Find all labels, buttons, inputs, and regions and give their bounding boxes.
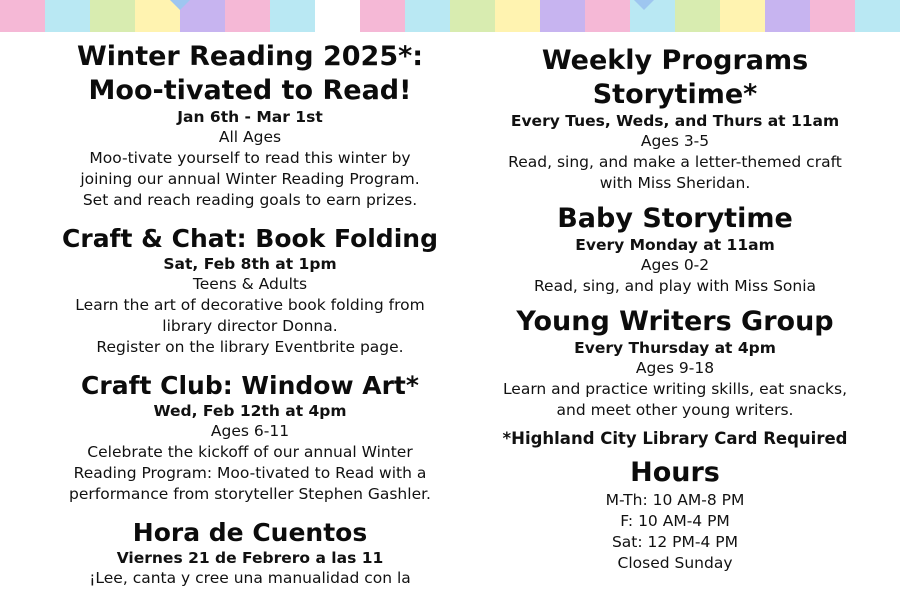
craft-club-date: Wed, Feb 12th at 4pm [153, 402, 347, 420]
craft-chat-title: Craft & Chat: Book Folding [62, 224, 438, 253]
winter-reading-desc: Set and reach reading goals to earn prizes. [82, 191, 418, 209]
banner-stripe [225, 0, 270, 32]
banner-stripe [45, 0, 90, 32]
library-card-note: *Highland City Library Card Required [502, 429, 848, 448]
hours-mon-thu: M-Th: 10 AM-8 PM [605, 491, 745, 509]
storytime-desc: with Miss Sheridan. [599, 174, 751, 192]
winter-reading-dates: Jan 6th - Mar 1st [177, 108, 323, 126]
pastel-banner [0, 0, 900, 32]
heart-icon [630, 0, 658, 10]
winter-reading-title-2: Moo-tivated to Read! [88, 75, 412, 106]
storytime-desc: Read, sing, and make a letter-themed craft [508, 153, 842, 171]
hora-desc: ¡Lee, canta y cree una manualidad con la [89, 569, 411, 587]
hours-title: Hours [630, 457, 720, 488]
banner-stripe [765, 0, 810, 32]
craft-chat-audience: Teens & Adults [192, 275, 308, 293]
banner-stripe [405, 0, 450, 32]
hora-date: Viernes 21 de Febrero a las 11 [116, 549, 384, 567]
young-writers-title: Young Writers Group [516, 306, 834, 337]
craft-club-section [20, 370, 480, 505]
banner-stripe [450, 0, 495, 32]
banner-stripe [675, 0, 720, 32]
craft-chat-desc: library director Donna. [162, 317, 338, 335]
banner-stripe [90, 0, 135, 32]
banner-stripe [270, 0, 315, 32]
baby-storytime-section [465, 202, 885, 297]
heart-icon [166, 0, 194, 10]
young-writers-schedule: Every Thursday at 4pm [574, 339, 776, 357]
banner-stripe [720, 0, 765, 32]
hora-section [20, 517, 480, 589]
craft-chat-date: Sat, Feb 8th at 1pm [163, 255, 337, 273]
winter-reading-desc: joining our annual Winter Reading Program. [80, 170, 420, 188]
craft-club-desc: Reading Program: Moo-tivated to Read with a [73, 464, 427, 482]
young-writers-section [465, 305, 885, 421]
banner-stripe [315, 0, 360, 32]
banner-stripe [495, 0, 540, 32]
craft-club-desc: Celebrate the kickoff of our annual Winter [87, 443, 413, 461]
banner-stripe [855, 0, 900, 32]
weekly-programs-column [465, 40, 885, 574]
baby-storytime-schedule: Every Monday at 11am [575, 236, 775, 254]
winter-reading-audience: All Ages [218, 128, 282, 146]
hours-fri: F: 10 AM-4 PM [620, 512, 730, 530]
craft-club-desc: performance from storyteller Stephen Gashler. [69, 485, 431, 503]
heart-icon [820, 0, 848, 10]
baby-storytime-desc: Read, sing, and play with Miss Sonia [533, 277, 817, 295]
young-writers-audience: Ages 9-18 [635, 359, 715, 377]
baby-storytime-audience: Ages 0-2 [640, 256, 710, 274]
young-writers-desc: Learn and practice writing skills, eat snacks, [502, 380, 848, 398]
craft-chat-section [20, 223, 480, 358]
weekly-programs-heading: Weekly Programs [541, 45, 809, 76]
winter-reading-desc: Moo-tivate yourself to read this winter by [89, 149, 411, 167]
hours-sat: Sat: 12 PM-4 PM [611, 533, 739, 551]
young-writers-desc: and meet other young writers. [556, 401, 794, 419]
craft-chat-desc: Register on the library Eventbrite page. [96, 338, 404, 356]
winter-reading-title-1: Winter Reading 2025*: [76, 41, 424, 72]
craft-club-title: Craft Club: Window Art* [81, 371, 419, 400]
craft-chat-desc: Learn the art of decorative book folding from [75, 296, 425, 314]
craft-club-audience: Ages 6-11 [210, 422, 290, 440]
hours-section [465, 456, 885, 574]
hours-sun: Closed Sunday [617, 554, 733, 572]
heart-icon [372, 0, 400, 10]
banner-stripe [0, 0, 45, 32]
storytime-schedule: Every Tues, Weds, and Thurs at 11am [510, 112, 840, 130]
storytime-section [465, 78, 885, 194]
storytime-audience: Ages 3-5 [640, 132, 710, 150]
baby-storytime-title: Baby Storytime [557, 203, 793, 234]
banner-stripe [540, 0, 585, 32]
storytime-title: Storytime* [592, 79, 758, 110]
hora-title: Hora de Cuentos [132, 518, 368, 547]
banner-stripe [585, 0, 630, 32]
events-column [20, 40, 480, 589]
winter-reading-section [20, 40, 480, 211]
